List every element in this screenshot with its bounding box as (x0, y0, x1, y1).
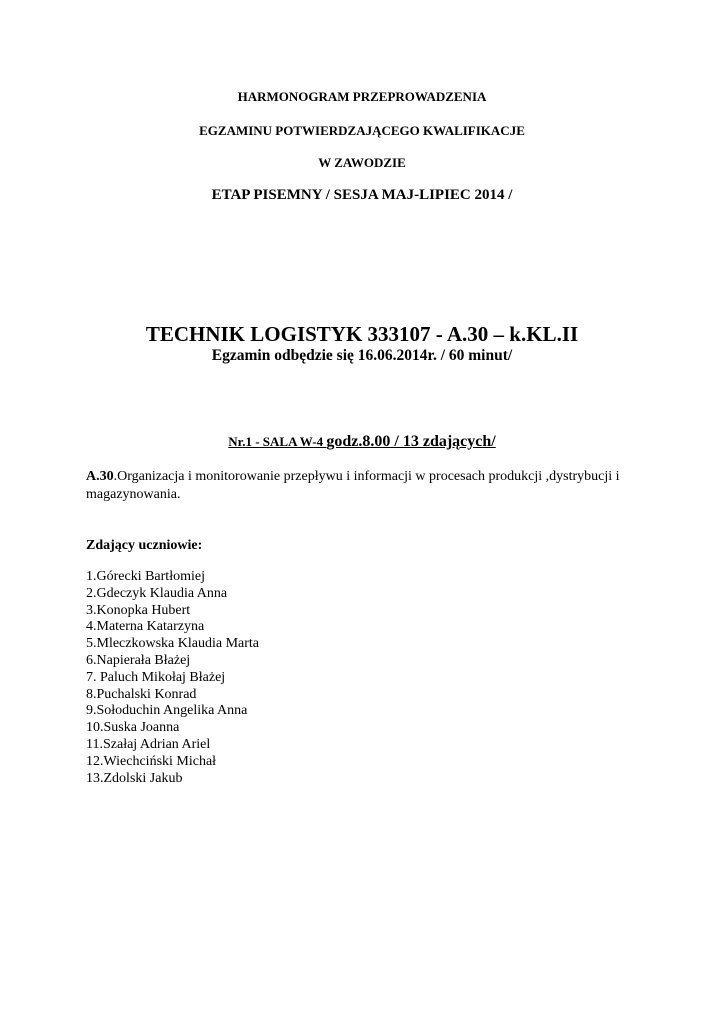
header-line-3: W ZAWODZIE (318, 155, 406, 170)
student-item: 6.Napierała Błażej (86, 652, 191, 668)
qualification-code: A.30 (86, 469, 114, 484)
student-item: 5.Mleczkowska Klaudia Marta (86, 636, 259, 652)
header-line-1: HARMONOGRAM PRZEPROWADZENIA (237, 89, 487, 104)
students-list (86, 569, 259, 787)
student-item: 9.Sołoduchin Angelika Anna (86, 703, 248, 719)
header-line-4: ETAP PISEMNY / SESJA MAJ-LIPIEC 2014 / (211, 187, 513, 203)
qualification-text: .Organizacja i monitorowanie przepływu i informacji w procesach produkcji ,dystrybucji i magazynowania. (86, 469, 620, 502)
student-item: 7. Paluch Mikołaj Błażej (86, 669, 226, 685)
student-item: 4.Materna Katarzyna (86, 619, 205, 635)
student-item: 1.Górecki Bartłomiej (86, 569, 205, 584)
student-item: 13.Zdolski Jakub (86, 770, 183, 786)
student-item: 10.Suska Joanna (86, 720, 180, 736)
student-item: 3.Konopka Hubert (86, 602, 191, 618)
students-heading: Zdający uczniowie: (86, 538, 203, 553)
header-line-2: EGZAMINU POTWIERDZAJĄCEGO KWALIFIKACJE (199, 123, 525, 138)
student-item: 11.Szałaj Adrian Ariel (86, 736, 211, 752)
session-line (0, 433, 724, 451)
student-item: 12.Wiechciński Michał (86, 753, 217, 769)
qualification-description (86, 468, 646, 504)
session-room: Nr.1 - SALA W-4 (228, 434, 327, 449)
session-time: godz.8.00 / 13 zdających/ (326, 433, 496, 450)
exam-subtitle: Egzamin odbędzie się 16.06.2014r. / 60 minut/ (211, 347, 513, 364)
student-item: 8.Puchalski Konrad (86, 686, 197, 702)
student-item: 2.Gdeczyk Klaudia Anna (86, 585, 228, 601)
exam-title: TECHNIK LOGISTYK 333107 - A.30 – k.KL.II (145, 322, 579, 346)
